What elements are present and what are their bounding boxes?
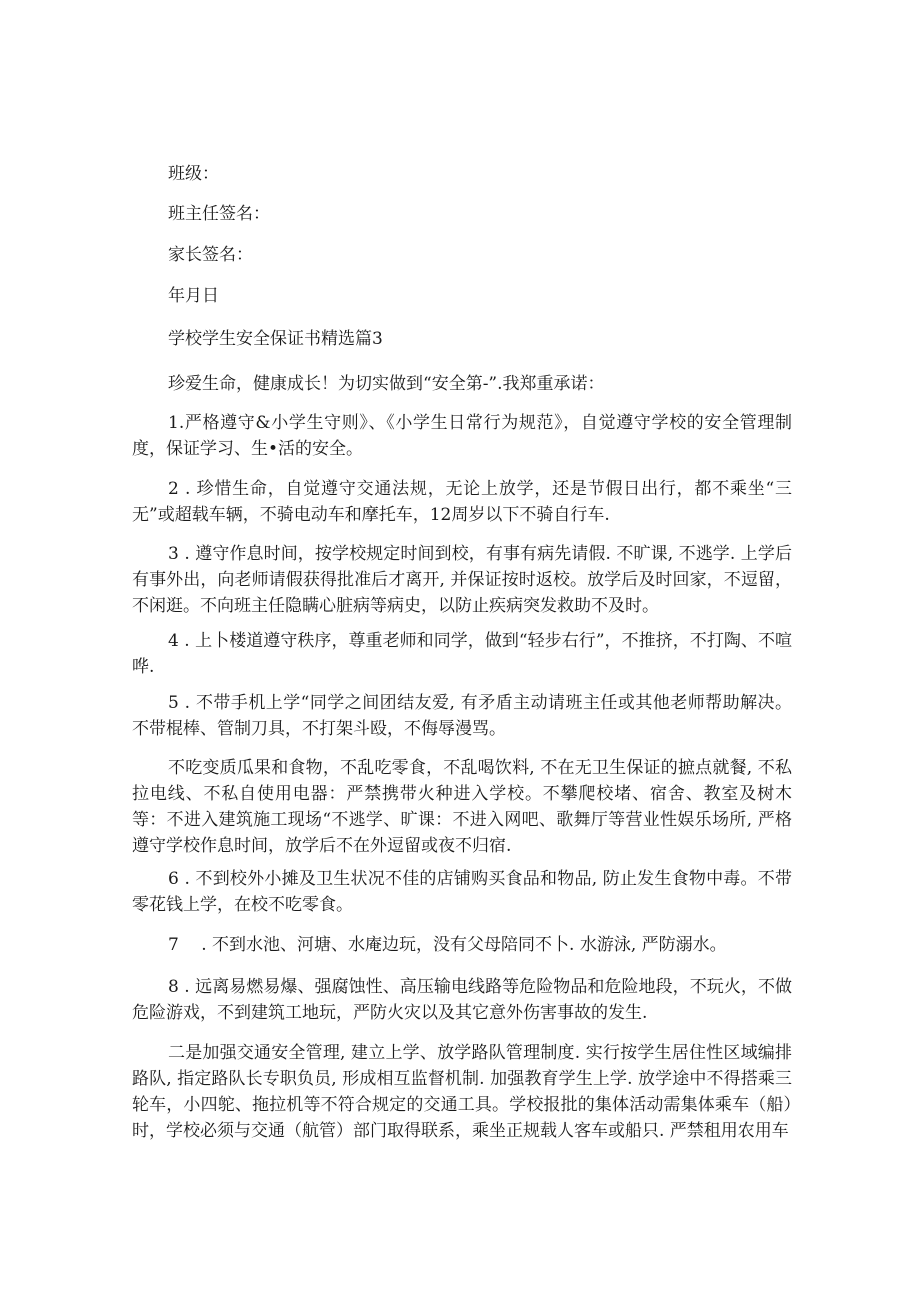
pledge-item-7: 7 . 不到水池、河塘、水庵边玩，没有父母陪同不卜. 水游泳, 严防溺水。 [168,935,727,955]
traffic-management-paragraph: 二是加强交通安全管理, 建立上学、放学路队管理制度. 实行按学生居住性区域编排路队, 指定路队长专职负员, 形成相互监督机制. 加强教育学生上学. 放学途中不得搭乘三轮车，小四鸵、拖拉机等不符合规定的交通工具。学校报批的集体活动需集体乘车（船）时，学校必须与交通（航管）部门取得联系，乘坐正规载人客车或船只. 严禁租用农用车 [132,1043,792,1141]
class-label: 班级： [168,164,219,184]
date-label: 年月日 [168,286,219,306]
pledge-item-4: 4 . 上卜楼道遵守秩序，尊重老师和同学，做到“轻步右行”，不推挤，不打陶、不喧哗. [132,631,792,677]
pledge-item-8: 8 . 远离易燃易爆、强腐蚀性、高压输电线路等危险物品和危险地段，不玩火，不做危险游戏，不到建筑工地玩，严防火灾以及其它意外伤害事故的发生. [132,977,792,1023]
teacher-signature-label: 班主任签名： [168,204,270,224]
pledge-intro: 珍爱生命，健康成长！为切实做到“安全第-”.我郑重承诺： [168,374,605,394]
pledge-item-6: 6 . 不到校外小摊及卫生状况不佳的店铺购买食品和物品, 防止发生食物中毒。不带零花钱上学，在校不吃零食。 [132,869,792,915]
pledge-item-1: 1.严格遵守&小学生守则》、《小学生日常行为规范》，自觉遵守学校的安全管理制度，保证学习、生•活的安全。 [132,413,792,459]
pledge-item-2: 2 . 珍惜生命，自觉遵守交通法规，无论上放学，还是节假日出行，都不乘坐“三无”或超载车辆，不骑电动车和摩托车，12周岁以下不骑自行车. [132,479,792,525]
section-title: 学校学生安全保证书精选篇3 [168,329,383,349]
pledge-item-5-continued: 不吃变质瓜果和食物，不乱吃零食，不乱喝饮料, 不在无卫生保证的摭点就餐, 不私拉电线、不私自使用电器：严禁携带火种进入学校。不攀爬校堵、宿舍、教室及树木等：不进入建筑施工现场“不逃学、旷课：不进入网吧、歌舞厅等营业性娱乐场所, 严格遵守学校作息时间，放学后不在外逗留或夜不归宿. [132,758,792,856]
pledge-item-3: 3 . 遵守作息时间，按学校规定时间到校，有事有病先请假. 不旷课, 不逃学. 上学后有事外出，向老师请假获得批准后才离开, 并保证按时返校。放学后及时回家，不逗留，不闲逛。不向班主任隐瞒心脏病等病史，以防止疾病突发救助不及时。 [132,544,792,616]
parent-signature-label: 家长签名： [168,245,253,265]
pledge-item-5: 5 . 不带手机上学“同学之间团结友爱, 有矛盾主动请班主任或其他老师帮助解决。不带棍棒、管制刀具，不打架斗殴，不侮辱漫骂。 [132,693,792,739]
